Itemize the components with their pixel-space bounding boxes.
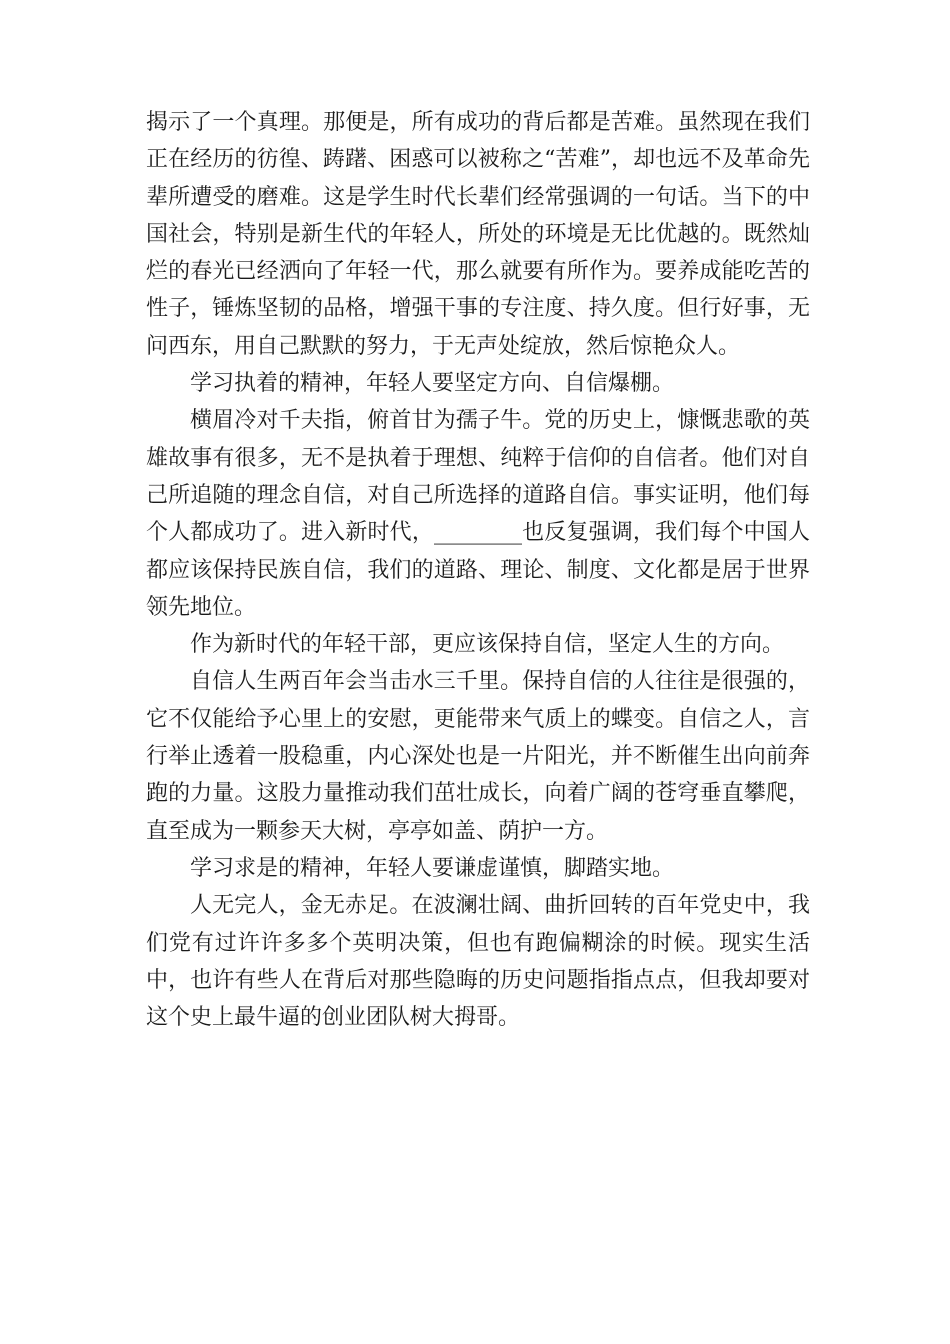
paragraph-1: 揭示了一个真理。那便是，所有成功的背后都是苦难。虽然现在我们正在经历的彷徨、踌躇、困惑可以被称之“苦难”，却也远不及革命先辈所遭受的磨难。这是学生时代长辈们经常强调的一句话。当下的中国社会，特别是新生代的年轻人，所处的环境是无比优越的。既然灿烂的春光已经洒向了年轻一代，那么就要有所作为。要养成能吃苦的性子，锤炼坚韧的品格，增强干事的专注度、持久度。但行好事，无问西东，用自己默默的努力，于无声处绽放，然后惊艳众人。 xyxy=(146,110,810,359)
paragraph-4: 作为新时代的年轻干部，更应该保持自信，坚定人生的方向。 xyxy=(190,632,785,658)
paragraph-heading-truth-seeking: 学习求是的精神，年轻人要谦虚谨慎，脚踏实地。 xyxy=(190,855,675,881)
paragraph-7: 人无完人，金无赤足。在波澜壮阔、曲折回转的百年党史中，我们党有过许许多多个英明决策，但也有跑偏糊涂的时候。现实生活中，也许有些人在背后对那些隐晦的历史问题指指点点，但我却要对这个史上最牛逼的创业团队树大拇哥。 xyxy=(146,893,810,1031)
paragraph-3: 横眉冷对千夫指，俯首甘为孺子牛。党的历史上，慷慨悲歌的英雄故事有很多，无不是执着于理想、纯粹于信仰的自信者。他们对自己所追随的理念自信，对自己所选择的道路自信。事实证明，他们每个人都成功了。进入新时代，________也反复强调，我们每个中国人都应该保持民族自信，我们的道路、理论、制度、文化都是居于世界领先地位。 xyxy=(146,408,810,620)
paragraph-heading-persistence: 学习执着的精神，年轻人要坚定方向、自信爆棚。 xyxy=(190,371,675,397)
paragraph-5: 自信人生两百年会当击水三千里。保持自信的人往往是很强的，它不仅能给予心里上的安慰，更能带来气质上的蝶变。自信之人，言行举止透着一股稳重，内心深处也是一片阳光，并不断催生出向前奔跑的力量。这股力量推动我们茁壮成长，向着广阔的苍穹垂直攀爬，直至成为一颗参天大树，亭亭如盖、荫护一方。 xyxy=(146,669,810,844)
document-body xyxy=(146,104,810,1036)
